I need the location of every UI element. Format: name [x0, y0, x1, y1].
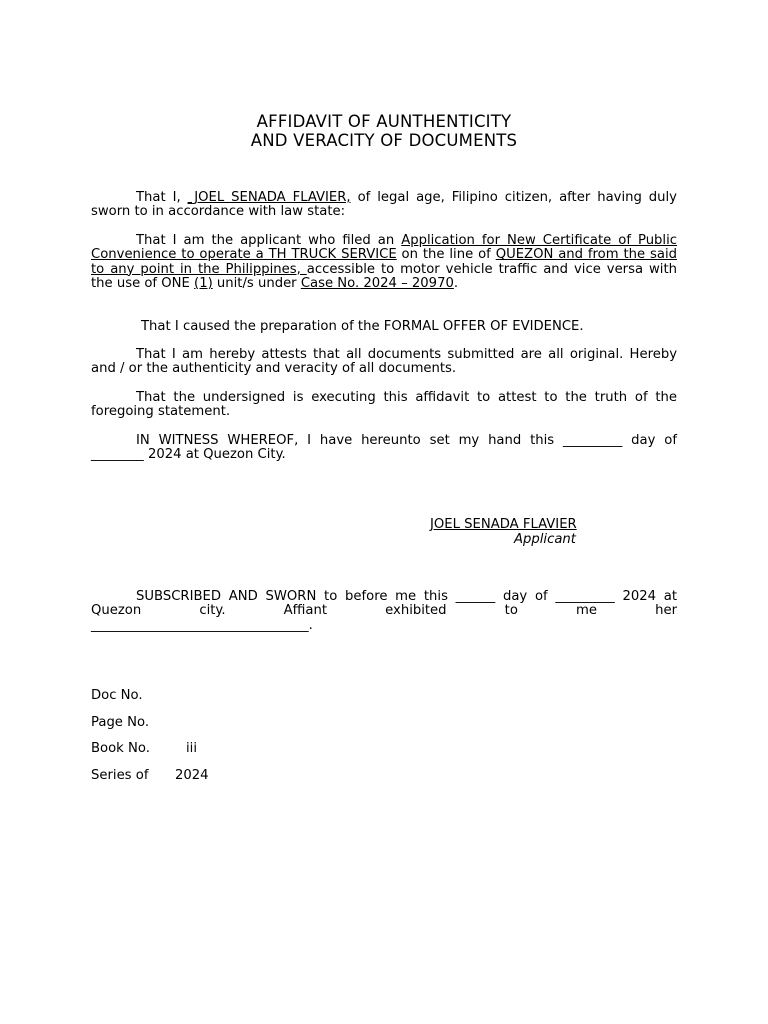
- signature-role: Applicant: [514, 532, 576, 547]
- book-no-value: iii: [186, 741, 197, 756]
- case-number: Case No. 2024 – 20970: [300, 275, 454, 291]
- affiant-name: _JOEL SENADA FLAVIER,: [187, 190, 351, 205]
- paragraph-application: [91, 234, 677, 291]
- document-title-line-2: AND VERACITY OF DOCUMENTS: [250, 131, 518, 150]
- route-line: QUEZON and from the said to any point in the Philippines,: [91, 247, 677, 277]
- application-title: Application for New Certificate of Public Convenience to operate a TH TRUCK SERVICE: [91, 233, 677, 263]
- paragraph-attestation: That the undersigned is executing this affidavit to attest to the truth of the foregoing statement.: [91, 390, 677, 420]
- paragraph-identity: [91, 191, 677, 220]
- paragraph-originality: That I am hereby attests that all documents submitted are all original. Hereby and / or the authenticity and veracity of all documents.: [91, 347, 677, 377]
- text-run: unit/s under: [212, 275, 301, 291]
- book-no-row: [91, 741, 197, 756]
- text-run: of legal age, Filipino citizen, after having duly sworn to in accordance with law state:: [91, 190, 677, 220]
- series-label: Series of: [91, 768, 149, 783]
- signature-name: JOEL SENADA FLAVIER: [430, 517, 577, 532]
- document-title-line-1: AFFIDAVIT OF AUNTHENTICITY: [256, 112, 512, 131]
- text-run: .: [453, 275, 459, 291]
- series-row: [91, 768, 209, 783]
- unit-count: (1): [194, 275, 213, 291]
- book-no-label: Book No.: [91, 741, 150, 756]
- text-run: That I,: [136, 190, 188, 205]
- series-value: 2024: [175, 768, 209, 783]
- text-run: on the line of: [396, 247, 496, 263]
- paragraph-witness: IN WITNESS WHEREOF, I have hereunto set my hand this _________ day of ________ 2024 at Quezon City.: [91, 433, 677, 463]
- jurat-text: SUBSCRIBED AND SWORN to before me this ______ day of _________ 2024 at Quezon city. Affiant exhibited to me her: [91, 589, 677, 619]
- text-run: That I am the applicant who filed an: [136, 233, 402, 248]
- doc-no-label: Doc No.: [91, 688, 143, 703]
- text-run: accessible to motor vehicle traffic and vice versa with the use of ONE: [91, 261, 677, 291]
- jurat-blank-line: _________________________________.: [91, 617, 313, 633]
- page-no-row: [91, 716, 149, 730]
- paragraph-formal-offer: That I caused the preparation of the FORMAL OFFER OF EVIDENCE.: [141, 319, 584, 334]
- doc-no-row: [91, 689, 143, 703]
- page-no-label: Page No.: [91, 715, 150, 730]
- paragraph-jurat: [91, 590, 677, 633]
